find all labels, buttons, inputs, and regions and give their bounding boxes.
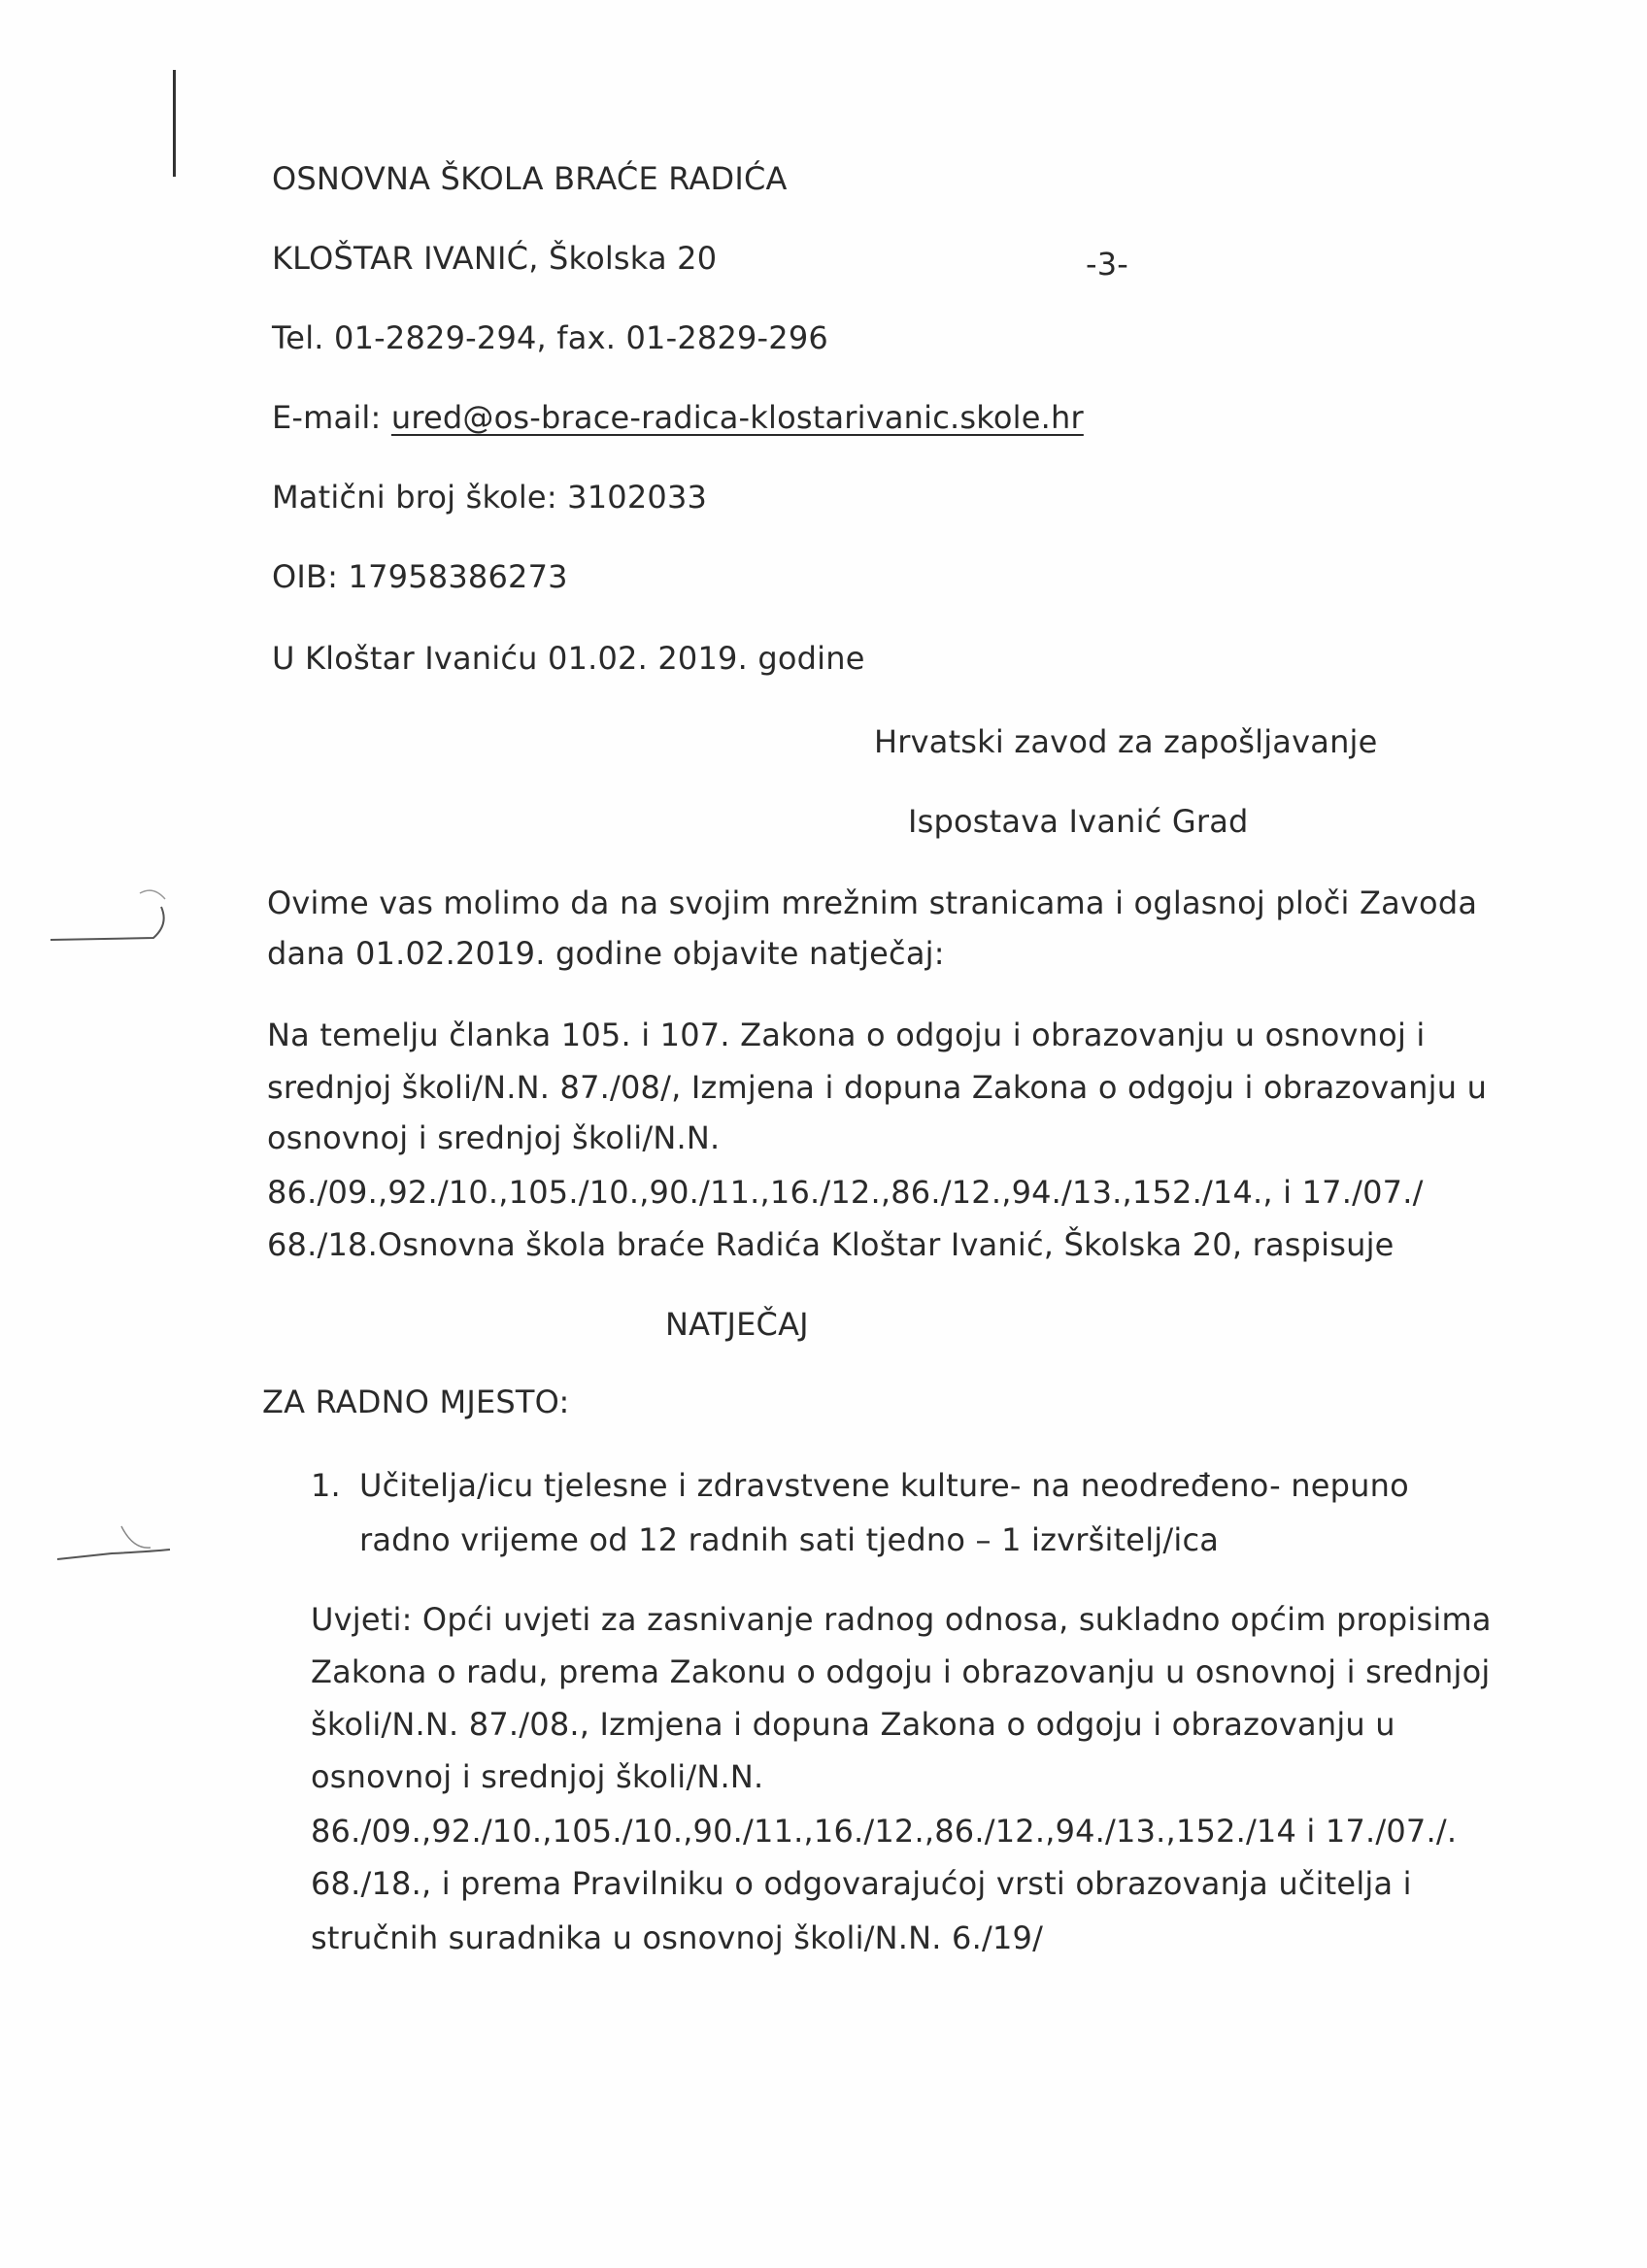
conditions-line-3: školi/N.N. 87./08., Izmjena i dopuna Zakona o odgoju i obrazovanju u — [311, 1706, 1395, 1743]
conditions-line-7: stručnih suradnika u osnovnoj školi/N.N. 6./19/ — [311, 1919, 1044, 1956]
document-title: NATJEČAJ — [665, 1306, 809, 1343]
basis-line-3: osnovnoj i srednjoj školi/N.N. — [267, 1119, 721, 1156]
date-line: U Kloštar Ivaniću 01.02. 2019. godine — [272, 640, 865, 677]
email-link[interactable]: ured@os-brace-radica-klostarivanic.skole.hr — [390, 399, 1084, 436]
request-line-1: Ovime vas molimo da na svojim mrežnim stranicama i oglasnoj ploči Zavoda — [267, 884, 1478, 921]
conditions-line-4: osnovnoj i srednjoj školi/N.N. — [311, 1758, 764, 1795]
basis-line-5: 68./18.Osnovna škola braće Radića Kloštar Ivanić, Školska 20, raspisuje — [267, 1226, 1395, 1263]
school-name: OSNOVNA ŠKOLA BRAĆE RADIĆA — [272, 160, 788, 197]
conditions-line-2: Zakona o radu, prema Zakonu o odgoju i obrazovanju u osnovnoj i srednjoj — [311, 1653, 1491, 1690]
email-line — [272, 399, 1084, 436]
request-line-2: dana 01.02.2019. godine objavite natječaj: — [267, 935, 945, 972]
position-line-2: radno vrijeme od 12 radnih sati tjedno – 1 izvršitelj/ica — [359, 1521, 1220, 1558]
basis-line-4: 86./09.,92./10.,105./10.,90./11.,16./12.,86./12.,94./13.,152./14., i 17./07./ — [267, 1174, 1424, 1211]
position-number: 1. — [311, 1467, 341, 1504]
recipient-name: Hrvatski zavod za zapošljavanje — [874, 723, 1378, 760]
basis-line-2: srednjoj školi/N.N. 87./08/, Izmjena i dopuna Zakona o odgoju i obrazovanju u — [267, 1069, 1488, 1106]
position-line-1: Učitelja/icu tjelesne i zdravstvene kulture- na neodređeno- nepuno — [359, 1467, 1409, 1504]
document-subtitle: ZA RADNO MJESTO: — [262, 1384, 570, 1420]
basis-line-1: Na temelju članka 105. i 107. Zakona o odgoju i obrazovanju u osnovnoj i — [267, 1017, 1426, 1053]
oib: OIB: 17958386273 — [272, 558, 568, 595]
margin-line — [173, 70, 176, 177]
conditions-line-1: Uvjeti: Opći uvjeti za zasnivanje radnog odnosa, sukladno općim propisima — [311, 1601, 1492, 1638]
recipient-office: Ispostava Ivanić Grad — [908, 803, 1249, 840]
punch-mark-2 — [53, 1517, 180, 1565]
registry-number: Matični broj škole: 3102033 — [272, 479, 708, 516]
phone-fax: Tel. 01-2829-294, fax. 01-2829-296 — [272, 319, 828, 356]
conditions-line-5: 86./09.,92./10.,105./10.,90./11.,16./12.,86./12.,94./13.,152./14 i 17./07./. — [311, 1813, 1458, 1850]
email-label: E-mail: — [272, 399, 391, 436]
page-number: -3- — [1086, 246, 1129, 283]
punch-mark-1 — [47, 885, 173, 953]
conditions-line-6: 68./18., i prema Pravilniku o odgovarajućoj vrsti obrazovanja učitelja i — [311, 1865, 1412, 1902]
school-address: KLOŠTAR IVANIĆ, Školska 20 — [272, 240, 718, 277]
